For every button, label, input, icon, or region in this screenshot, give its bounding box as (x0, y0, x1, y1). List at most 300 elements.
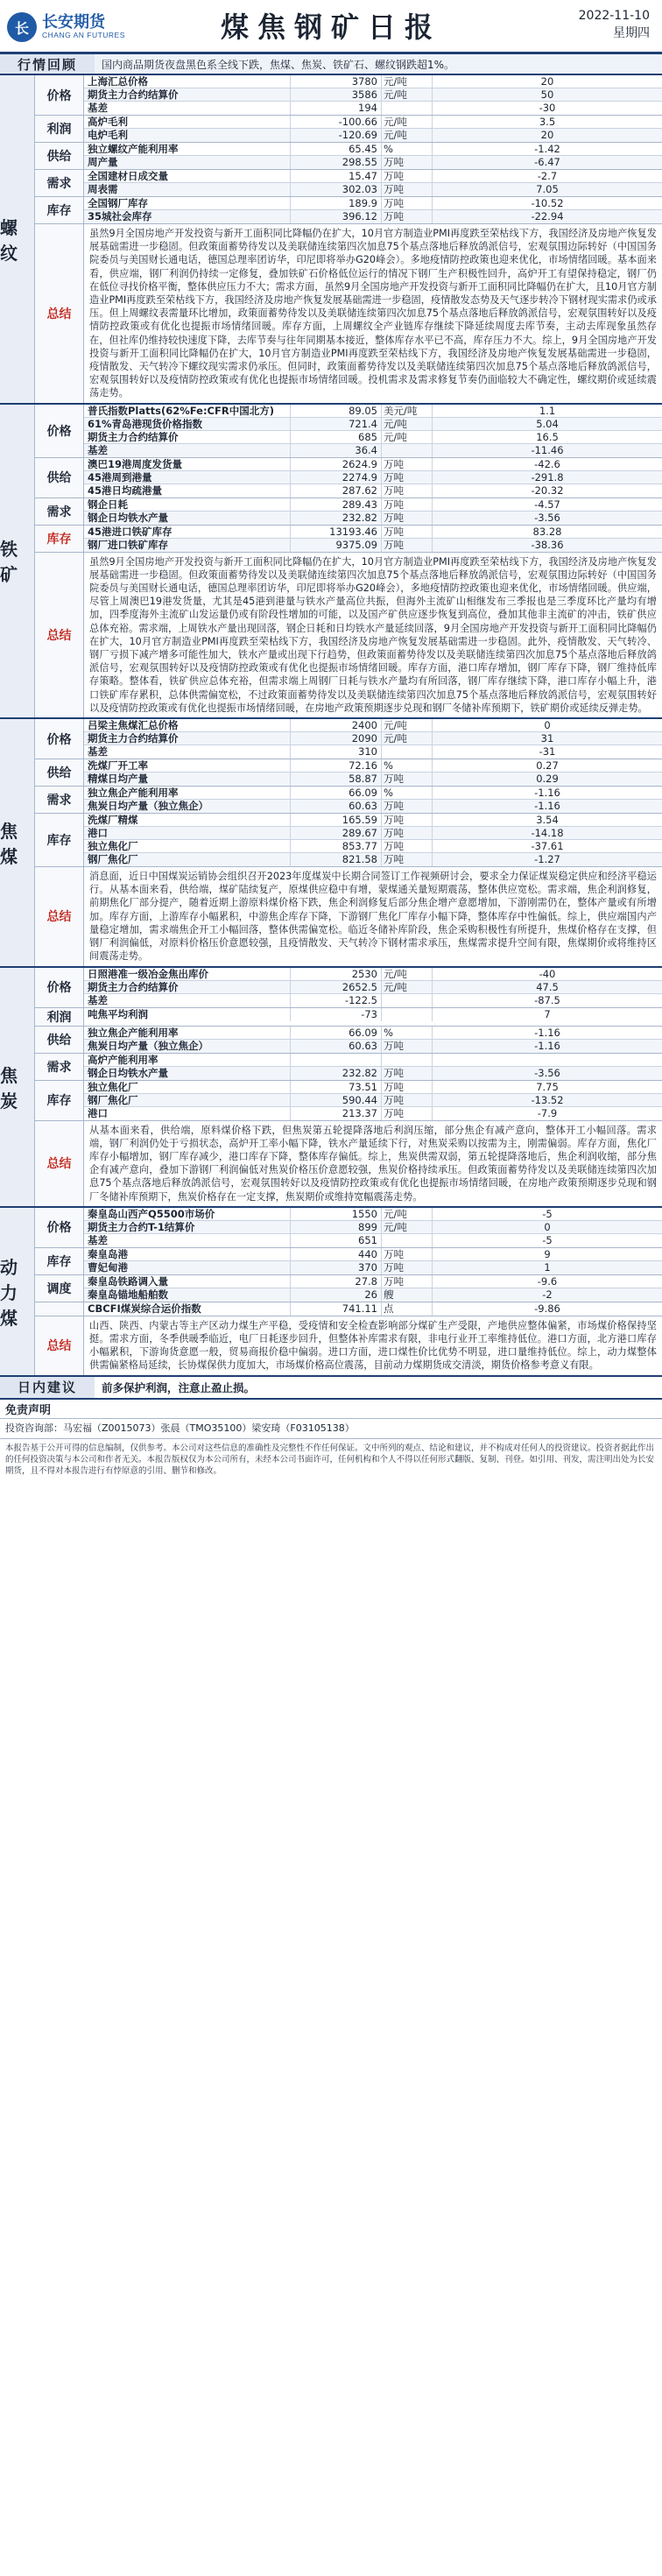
metric-value: 213.37 (291, 1107, 382, 1120)
metric-group (35, 1054, 662, 1081)
table-row (84, 210, 662, 223)
metric-change: -14.18 (531, 827, 564, 840)
section-body (35, 405, 662, 717)
metric-change: 7 (544, 1007, 551, 1020)
metric-unit: 万吨 (382, 484, 433, 498)
metric-change: 9 (544, 1247, 551, 1260)
metric-change: -31 (539, 745, 556, 759)
table-row (84, 787, 662, 800)
metric-change: 7.05 (536, 183, 559, 195)
metric-name: CBCFI煤炭综合运价指数 (84, 1302, 291, 1316)
table-row (84, 840, 662, 853)
logo-name-en: CHANG AN FUTURES (42, 30, 125, 39)
metric-unit: 万吨 (382, 840, 433, 852)
metric-name: 普氏指数Platts(62%Fe:CFR中国北方) (84, 405, 291, 417)
section-label: 螺纹 (0, 75, 35, 403)
logo-icon: 长 (7, 12, 37, 42)
metric-unit: 元/吨 (382, 732, 433, 745)
metric-change: 20 (540, 75, 554, 88)
table-row (84, 773, 662, 786)
metric-unit (382, 1054, 433, 1066)
metric-change: -1.16 (534, 787, 560, 800)
metric-value: 232.82 (291, 1067, 382, 1080)
metric-unit: 万吨 (382, 170, 433, 182)
section-label: 焦煤 (0, 719, 35, 965)
metric-name: 上海汇总价格 (84, 75, 291, 88)
metric-unit (382, 444, 433, 457)
metric-group-label: 库存 (35, 1248, 84, 1274)
table-row (84, 1027, 662, 1040)
commodity-sections (0, 75, 662, 1377)
table-row (84, 1208, 662, 1221)
metric-group (35, 1302, 662, 1316)
metric-group-label: 需求 (35, 1054, 84, 1080)
metric-group (35, 719, 662, 759)
section-4 (0, 1208, 662, 1377)
metric-group (35, 170, 662, 197)
table-row (84, 156, 662, 169)
metric-unit: 元/吨 (382, 1208, 433, 1220)
metric-value: 289.67 (291, 827, 382, 839)
metric-name: 独立螺纹产能利用率 (84, 143, 291, 155)
table-row (84, 1107, 662, 1120)
summary-text: 山西、陕西、内蒙古等主产区动力煤生产平稳，受疫情和安全检查影响部分煤矿生产受限，产地供应整体偏紧，市场煤价格保持坚挺。需求方面，冬季供暖季临近，电厂日耗逐步回升，但整体补库需求有限，非电行业开工率维持低位。港口方面，北方港口库存小幅累积，下游询货意愿一般，贸易商报价稳中偏弱。进口方面，进口煤性价比优势不明显，进口量维持低位。综上，动力煤整体供需偏紧格局延续，长协煤保供力度加大，市场煤价格高位震荡，目前动力煤期货成交清淡，期货价格参考意义有限。 (89, 1319, 657, 1372)
metric-name: 钢企日耗 (84, 498, 291, 511)
metric-value: 60.63 (291, 1040, 382, 1053)
metric-name: 曹妃甸港 (84, 1261, 291, 1274)
metric-unit: % (382, 787, 433, 799)
metric-group-label: 价格 (35, 1208, 84, 1247)
metric-unit: 万吨 (382, 197, 433, 209)
table-row (84, 1008, 662, 1021)
metric-change: 47.5 (536, 980, 559, 993)
metric-name: 吕梁主焦煤汇总价格 (84, 719, 291, 731)
metric-change: -2.7 (537, 170, 558, 182)
table-row (84, 1248, 662, 1261)
metric-value: 287.62 (291, 484, 382, 498)
metric-group-label: 库存 (35, 1081, 84, 1120)
metric-name: 独立焦企产能利用率 (84, 1027, 291, 1039)
metric-value: 66.09 (291, 1027, 382, 1039)
metric-unit (382, 745, 433, 759)
metric-name: 全国建材日成交量 (84, 170, 291, 182)
metric-value: -122.5 (291, 994, 382, 1007)
table-row (84, 968, 662, 981)
table-row (84, 405, 662, 418)
summary-block (35, 1316, 662, 1375)
metric-value: 15.47 (291, 170, 382, 182)
metric-change: 7.75 (536, 1080, 559, 1093)
metric-change: -11.46 (531, 443, 564, 456)
metric-group-label: 供给 (35, 1027, 84, 1053)
metric-change: -5 (542, 1207, 553, 1220)
daily-advice-title: 日内建议 (0, 1377, 95, 1398)
metric-name: 独立焦企产能利用率 (84, 787, 291, 799)
metric-group (35, 405, 662, 458)
metric-change: -40 (539, 967, 556, 980)
metric-change: -3.56 (534, 511, 560, 524)
metric-name: 电炉毛利 (84, 129, 291, 142)
metric-value: 3780 (291, 75, 382, 88)
metric-name: 港口 (84, 1107, 291, 1120)
metric-name: 基差 (84, 745, 291, 759)
metric-name: 基差 (84, 444, 291, 457)
metric-name: 期货主力合约T-1结算价 (84, 1221, 291, 1233)
table-row (84, 1234, 662, 1247)
metric-change: -37.61 (531, 840, 564, 853)
metric-group (35, 197, 662, 224)
analyst-list: 投资咨询部：马宏福（Z0015073）张晨（TMO35100）梁安琦（F03105138） (0, 1419, 662, 1439)
summary-text: 虽然9月全国房地产开发投资与新开工面积同比降幅仍在扩大，10月官方制造业PMI再度跌至荣枯线下方，我国经济及房地产恢复发展基础需进一步稳固。但政策面蓄势待发以及美联储连续第四次加息75个基点落地后释放鸽派信号，宏观氛围边际转好（中国国务院委员与美国财长通电话，德国总理率团访华，印尼即将举办G20峰会），多地疫情防控政策也迎来优化，市场情绪回暖。供应端，尽管上周澳巴19港发货量，尤其是45港到港量与铁水产量高位共振，但海外主流矿山相继发布三季报也是三季度环比产量均有增加，四季度海外主流矿山发运量仍或有阶段性增加的可能，以及国产矿供应逐步恢复到高位，叠加其他非主流矿的冲击，铁矿供应总体充裕。需求端，上周铁水产量出现回落，钢企日耗和日均铁水产量延续回落，9月全国房地产开发投资与新开工面积同比降幅仍在扩大，10月官方制造业PMI再度跌至荣枯线下方，我国经济及房地产恢复发展基础需进一步稳固。此外，疫情散发、天气转冷、钢厂亏损下减产增多可能性加大，铁水产量或出现下行趋势，但政策面蓄势待发以及美联储连续第四次加息75个基点落地后释放鸽派信号，宏观氛围转好以及疫情防控政策或有优化也提振市场情绪回暖。库存方面，港口库存增加，钢厂库存下降，钢厂维持低库存策略。整体看，铁矿供应总体充裕，但需求端上周钢厂日耗与铁水产量均有所回落，钢厂库存继续下降，港口库存小幅上升，港口铁矿库存累积，总体供需偏宽松，不过政策面蓄势待发以及美联储连续第四次加息75个基点落地后释放鸽派信号，宏观氛围转好以及疫情防控政策或有优化也提振市场情绪回暖，在房地产政策预期逐步兑现和钢厂冬储补库预期下，铁矿期价或延续反弹走势。 (89, 555, 657, 714)
table-row (84, 800, 662, 813)
metric-name: 高炉产能利用率 (84, 1054, 291, 1066)
metric-value: -120.69 (291, 129, 382, 142)
metric-unit: 万吨 (382, 773, 433, 786)
metric-change: -6.47 (534, 156, 560, 168)
metric-group (35, 1081, 662, 1121)
metric-group-label (35, 1302, 84, 1316)
metric-name: 钢企日均铁水产量 (84, 1067, 291, 1080)
metric-value: 440 (291, 1248, 382, 1260)
date-text: 2022-11-10 (578, 9, 650, 23)
metric-group (35, 1208, 662, 1248)
metric-name: 洗煤厂开工率 (84, 759, 291, 772)
metric-unit (382, 1008, 433, 1021)
metric-value: 89.05 (291, 405, 382, 417)
metric-name: 45港进口铁矿库存 (84, 526, 291, 538)
metric-unit: 万吨 (382, 539, 433, 552)
metric-value: 36.4 (291, 444, 382, 457)
section-3 (0, 968, 662, 1208)
metric-change: -2 (542, 1288, 553, 1301)
metric-unit: 元/吨 (382, 981, 433, 993)
metric-value: 72.16 (291, 759, 382, 772)
metric-unit (382, 1234, 433, 1247)
metric-name: 钢厂焦化厂 (84, 853, 291, 866)
metric-value: 302.03 (291, 183, 382, 196)
table-row (84, 512, 662, 525)
table-row (84, 170, 662, 183)
metric-value: 1550 (291, 1208, 382, 1220)
metric-name: 焦炭日均产量（独立焦企） (84, 1040, 291, 1053)
section-body (35, 75, 662, 403)
metric-value: 590.44 (291, 1094, 382, 1106)
disclaimer-title: 免责声明 (0, 1400, 662, 1419)
metric-change: -87.5 (534, 993, 560, 1006)
metric-unit: 万吨 (382, 156, 433, 169)
metric-group-label: 需求 (35, 170, 84, 196)
metric-name: 35城社会库存 (84, 210, 291, 223)
metric-group (35, 968, 662, 1008)
metric-value: 721.4 (291, 418, 382, 430)
metric-change: -7.9 (537, 1106, 558, 1119)
metric-change: 1.1 (539, 404, 556, 417)
metric-unit: 元/吨 (382, 129, 433, 142)
table-row (84, 745, 662, 759)
metric-group-label: 供给 (35, 759, 84, 786)
table-row (84, 471, 662, 484)
metric-group-label: 价格 (35, 75, 84, 115)
summary-block (35, 553, 662, 717)
table-row (84, 1040, 662, 1053)
metric-value: 289.43 (291, 498, 382, 511)
metric-group-label: 供给 (35, 143, 84, 169)
metric-group (35, 498, 662, 526)
summary-text: 虽然9月全国房地产开发投资与新开工面积同比降幅仍在扩大，10月官方制造业PMI再度跌至荣枯线下方，我国经济及房地产恢复发展基础需进一步稳固。但政策面蓄势待发以及美联储连续第四次加息75个基点落地后释放鸽派信号，宏观氛围边际转好（中国国务院委员与美国财长通电话，德国总理率团访华，印尼即将举办G20峰会）。多地疫情防控政策也迎来优化，市场情绪回暖。基本面来看，供应端，钢厂利润仍持续一定修复，叠加铁矿石价格低位运行的情况下钢厂生产积极性回升，高炉开工有望保持稳定，钢厂仍在低位寻找价格平衡，整体供应压力不大；需求方面，虽然9月全国房地产开发投资与新开工面积同比降幅仍在扩大，且10月官方制造业PMI再度跌至荣枯线下方，我国经济及房地产恢复发展基础需进一步稳固，疫情散发态势及天气逐步转冷下钢材现实需求仍或承压。但上周螺纹表需量环比增加，政策面蓄势待发以及美联储连续第四次加息75个基点落地后释放鸽派信号，宏观氛围转好以及疫情防控政策或有优化也提振市场情绪回暖。库存方面，上周螺纹全产业链库存继续下降延续周度去库节奏，主动去库现象虽然存在，但社库仍维持较快速度下降，去库节奏与往年同期基本接近，整体库存水平已不高，库存压力不大。综上，9月全国房地产开发投资与新开工面积同比降幅仍在扩大，10月官方制造业PMI再度跌至荣枯线下方，我国经济及房地产恢复发展基础需进一步稳固，疫情散发、天气转冷下螺纹现实需求仍承压。但同时，政策面蓄势待发以及美联储连续第四次加息75个基点落地后释放鸽派信号，宏观氛围转好以及疫情防控政策或有优化也提振市场情绪回暖。投机需求及需求修复节奏仍面临较大不确定性，螺纹期价或延续震荡走势。 (89, 228, 657, 399)
metric-unit: 万吨 (382, 800, 433, 813)
metric-value: 232.82 (291, 512, 382, 525)
metric-change: 3.5 (539, 116, 556, 128)
table-row (84, 444, 662, 457)
table-row (84, 431, 662, 444)
metric-value: 2400 (291, 719, 382, 731)
metric-name: 钢厂进口铁矿库存 (84, 539, 291, 552)
logo-name-cn: 长安期货 (42, 13, 105, 32)
table-row (84, 129, 662, 142)
metric-name: 钢厂焦化厂 (84, 1094, 291, 1106)
metric-name: 日照港准一级冶金焦出库价 (84, 968, 291, 980)
table-row (84, 1094, 662, 1107)
metric-unit: % (382, 143, 433, 155)
table-row (84, 75, 662, 88)
metric-group-label: 价格 (35, 405, 84, 457)
metric-name: 期货主力合约结算价 (84, 431, 291, 443)
metric-value: 27.8 (291, 1275, 382, 1288)
table-row (84, 539, 662, 552)
metric-name: 全国钢厂库存 (84, 197, 291, 209)
table-row (84, 498, 662, 512)
metric-value: 2652.5 (291, 981, 382, 993)
table-row (84, 719, 662, 732)
metric-group (35, 1248, 662, 1275)
metric-value: -73 (291, 1008, 382, 1021)
metric-value: 853.77 (291, 840, 382, 852)
metric-unit (382, 102, 433, 115)
metric-group-label: 调度 (35, 1275, 84, 1302)
metric-name: 期货主力合约结算价 (84, 88, 291, 101)
metric-name: 秦皇岛港 (84, 1248, 291, 1260)
metric-name: 独立焦化厂 (84, 840, 291, 852)
daily-advice-text: 前多保护利润，注意止盈止损。 (102, 1380, 256, 1394)
metric-change: 0 (544, 719, 551, 732)
metric-value (291, 1054, 382, 1066)
table-row (84, 1288, 662, 1302)
table-row (84, 814, 662, 827)
table-row (84, 1302, 662, 1316)
metric-group-label: 库存 (35, 197, 84, 223)
metric-unit: 万吨 (382, 1040, 433, 1053)
metric-unit: 万吨 (382, 1275, 433, 1288)
metric-value: 194 (291, 102, 382, 115)
metric-value: 9375.09 (291, 539, 382, 552)
metric-value: 310 (291, 745, 382, 759)
metric-name: 钢企日均铁水产量 (84, 512, 291, 525)
metric-value: 26 (291, 1288, 382, 1302)
summary-label: 总结 (35, 553, 84, 717)
metric-change: 20 (540, 129, 554, 141)
metric-group (35, 1008, 662, 1027)
metric-value: 396.12 (291, 210, 382, 223)
metric-change: -1.16 (534, 1039, 560, 1052)
metric-group (35, 116, 662, 143)
metric-value: 3586 (291, 88, 382, 101)
metric-value: 66.09 (291, 787, 382, 799)
metric-value: 2090 (291, 732, 382, 745)
metric-name: 61%青岛港现货价格指数 (84, 418, 291, 430)
metric-change: 5.04 (536, 417, 559, 430)
metric-unit: % (382, 759, 433, 772)
metric-change: -291.8 (531, 470, 564, 483)
section-label: 焦炭 (0, 968, 35, 1206)
metric-group (35, 143, 662, 170)
report-title: 煤焦钢矿日报 (220, 11, 441, 44)
metric-name: 澳巴19港周度发货量 (84, 458, 291, 470)
metric-unit: 万吨 (382, 814, 433, 826)
table-row (84, 116, 662, 129)
metric-value: 165.59 (291, 814, 382, 826)
section-label: 动力煤 (0, 1208, 35, 1375)
market-review-title: 行情回顾 (17, 56, 77, 73)
metric-value: 741.11 (291, 1302, 382, 1316)
summary-block (35, 224, 662, 403)
table-row (84, 1067, 662, 1080)
table-row (84, 88, 662, 102)
metric-change: 0 (544, 1220, 551, 1233)
daily-advice (0, 1377, 662, 1400)
metric-name: 独立焦化厂 (84, 1081, 291, 1093)
metric-value: 13193.46 (291, 526, 382, 538)
metric-value: 189.9 (291, 197, 382, 209)
metric-unit: 元/吨 (382, 88, 433, 101)
metric-change: -1.16 (534, 800, 560, 813)
section-2 (0, 719, 662, 967)
metric-group-label: 库存 (35, 814, 84, 866)
table-row (84, 981, 662, 994)
metric-unit: 万吨 (382, 458, 433, 470)
metric-value: 899 (291, 1221, 382, 1233)
metric-value: 370 (291, 1261, 382, 1274)
table-row (84, 197, 662, 210)
table-row (84, 102, 662, 115)
section-0 (0, 75, 662, 405)
metric-value: 65.45 (291, 143, 382, 155)
metric-group (35, 526, 662, 553)
metric-name: 焦炭日均产量（独立焦企） (84, 800, 291, 813)
metric-value: 2624.9 (291, 458, 382, 470)
metric-value: -100.66 (291, 116, 382, 128)
metric-change: 3.54 (536, 814, 559, 827)
metric-change: 50 (540, 88, 554, 101)
metric-unit: 艘 (382, 1288, 433, 1302)
metric-name: 秦皇岛锚地船舶数 (84, 1288, 291, 1302)
metric-group (35, 759, 662, 787)
metric-value: 651 (291, 1234, 382, 1247)
metric-value: 58.87 (291, 773, 382, 786)
table-row (84, 853, 662, 866)
metric-value: 73.51 (291, 1081, 382, 1093)
metric-unit: 万吨 (382, 1248, 433, 1260)
table-row (84, 827, 662, 840)
metric-change (433, 1054, 662, 1066)
metric-name: 45港日均疏港量 (84, 484, 291, 498)
metric-name: 洗煤厂精煤 (84, 814, 291, 826)
section-body (35, 968, 662, 1206)
metric-unit: 元/吨 (382, 719, 433, 731)
table-row (84, 143, 662, 156)
section-1 (0, 405, 662, 719)
metric-unit: 万吨 (382, 1081, 433, 1093)
metric-change: -3.56 (534, 1066, 560, 1079)
market-review (0, 54, 662, 75)
metric-unit: 元/吨 (382, 418, 433, 430)
table-row (84, 1081, 662, 1094)
metric-unit: 万吨 (382, 1067, 433, 1080)
table-row (84, 732, 662, 745)
summary-block (35, 1121, 662, 1206)
metric-unit: 万吨 (382, 183, 433, 196)
table-row (84, 458, 662, 471)
section-body (35, 1208, 662, 1375)
metric-unit: 点 (382, 1302, 433, 1316)
metric-group (35, 458, 662, 498)
metric-name: 基差 (84, 994, 291, 1007)
metric-unit: 元/吨 (382, 968, 433, 980)
table-row (84, 994, 662, 1007)
metric-unit: 万吨 (382, 1107, 433, 1120)
disclaimer-text: 本报告基于公开可得的信息编制，仅供参考。本公司对这些信息的准确性及完整性不作任何保证。文中所列的观点、结论和建议，并不构成对任何人的投资建议。投资者据此作出的任何投资决策与本公司和作者无关。本报告版权仅为本公司所有，未经本公司书面许可，任何机构和个人不得以任何形式翻版、复制、刊登。如引用、刊发，需注明出处为长安期货，且不得对本报告进行有悖原意的引用、删节和修改。 (5, 1443, 655, 1476)
metric-unit: 美元/吨 (382, 405, 433, 417)
metric-unit: 万吨 (382, 827, 433, 839)
table-row (84, 183, 662, 196)
table-row (84, 526, 662, 539)
metric-unit: 万吨 (382, 1094, 433, 1106)
metric-name: 秦皇岛铁路调入量 (84, 1275, 291, 1288)
metric-name: 期货主力合约结算价 (84, 732, 291, 745)
metric-change: -5 (542, 1233, 553, 1246)
metric-group-label: 价格 (35, 719, 84, 759)
metric-group (35, 75, 662, 116)
summary-text: 消息面，近日中国煤炭运销协会组织召开2023年度煤炭中长期合同签订工作视频研讨会，要求全力保证煤炭稳定供应和经济平稳运行。从基本面来看，供给端，煤矿陆续复产，原煤供应稳中有增，蒙煤通关量短期震荡，整体供应宽松。需求端，焦企利润修复，前期焦化厂部分提产，随着近期上游原料煤价格下跌，焦企利润修复后部分焦企增产意愿增加，下游刚需仍在，整体产量或有所增加。库存方面，上游库存小幅累积，中游焦企库存下降，下游钢厂焦化厂库存小幅下降，整体库存中性偏低。综上，供应端国内产量稳定增加，需求端焦企开工小幅回落，整体供需偏宽松。临近冬储补库阶段，焦企采购积极性有所提升，焦煤价格存在支撑，但钢厂利润偏低，对原料价格压价意愿较强，且疫情散发、天气转冷下钢材需求承压，焦煤需求提升空间有限，焦煤期价或将维持区间震荡走势。 (89, 871, 657, 963)
metric-value: 2274.9 (291, 471, 382, 483)
metric-change: 0.27 (536, 759, 559, 773)
metric-name: 基差 (84, 1234, 291, 1247)
metric-group (35, 1275, 662, 1302)
metric-change: 31 (540, 732, 554, 745)
table-row (84, 1275, 662, 1288)
metric-group-label: 价格 (35, 968, 84, 1007)
table-row (84, 1221, 662, 1234)
table-row (84, 418, 662, 431)
table-row (84, 759, 662, 773)
metric-change: -10.52 (531, 197, 564, 209)
summary-label: 总结 (35, 867, 84, 965)
metric-name: 45港周到港量 (84, 471, 291, 483)
metric-name: 吨焦平均利润 (84, 1008, 291, 1021)
metric-change: 1 (544, 1260, 551, 1274)
metric-group (35, 787, 662, 814)
metric-unit: 万吨 (382, 1261, 433, 1274)
table-row (84, 1261, 662, 1274)
metric-change: -9.6 (537, 1274, 558, 1288)
section-body (35, 719, 662, 965)
metric-unit: 万吨 (382, 471, 433, 483)
metric-name: 周产量 (84, 156, 291, 169)
metric-change: -1.16 (534, 1026, 560, 1039)
summary-label: 总结 (35, 1316, 84, 1375)
metric-value: 298.55 (291, 156, 382, 169)
metric-name: 高炉毛利 (84, 116, 291, 128)
metric-group (35, 814, 662, 867)
